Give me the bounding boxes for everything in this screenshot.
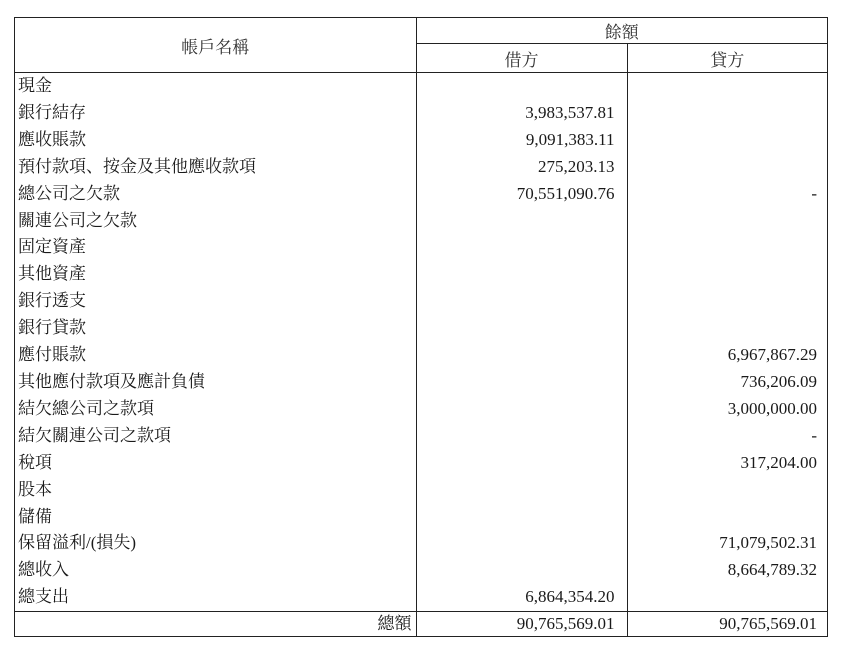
debit-value — [416, 530, 627, 557]
account-row — [15, 73, 827, 100]
total-debit: 90,765,569.01 — [416, 612, 627, 637]
account-name: 其他應付款項及應計負債 — [15, 369, 416, 396]
debit-value — [416, 396, 627, 423]
account-name: 總收入 — [15, 557, 416, 584]
account-row — [15, 557, 827, 584]
account-row — [15, 208, 827, 235]
credit-value: - — [811, 425, 817, 445]
credit-value — [627, 504, 827, 531]
account-name: 儲備 — [15, 504, 416, 531]
account-name: 固定資產 — [15, 234, 416, 261]
account-name: 關連公司之欠款 — [15, 208, 416, 235]
account-row — [15, 396, 827, 423]
account-name: 預付款項、按金及其他應收款項 — [15, 154, 416, 181]
account-row — [15, 584, 827, 611]
account-row — [15, 288, 827, 315]
credit-value — [627, 73, 827, 100]
credit-value: 6,967,867.29 — [727, 345, 817, 365]
account-name: 總支出 — [15, 584, 416, 611]
debit-value — [416, 557, 627, 584]
debit-value: 275,203.13 — [416, 154, 627, 181]
account-name: 保留溢利/(損失) — [15, 530, 416, 557]
total-label: 總額 — [15, 612, 416, 637]
account-name: 銀行貸款 — [15, 315, 416, 342]
credit-value — [627, 154, 827, 181]
credit-value: 736,206.09 — [740, 371, 817, 391]
account-row — [15, 234, 827, 261]
debit-value — [416, 234, 627, 261]
account-row — [15, 127, 827, 154]
debit-value: 3,983,537.81 — [416, 100, 627, 127]
debit-value — [416, 208, 627, 235]
credit-value — [627, 477, 827, 504]
debit-value: 9,091,383.11 — [416, 127, 627, 154]
trial-balance-sheet — [14, 17, 828, 637]
account-row — [15, 450, 827, 477]
debit-value — [416, 261, 627, 288]
debit-value — [416, 73, 627, 100]
account-row — [15, 100, 827, 127]
account-name: 股本 — [15, 477, 416, 504]
credit-value — [627, 315, 827, 342]
account-name: 現金 — [15, 73, 416, 100]
credit-value: 3,000,000.00 — [727, 398, 817, 418]
total-credit: 90,765,569.01 — [627, 612, 827, 637]
credit-value: - — [811, 183, 817, 203]
account-row — [15, 423, 827, 450]
credit-value: 8,664,789.32 — [727, 560, 817, 580]
account-name: 總公司之欠款 — [15, 181, 416, 208]
debit-value — [416, 450, 627, 477]
debit-value — [416, 288, 627, 315]
credit-value — [627, 261, 827, 288]
credit-value: 71,079,502.31 — [719, 533, 817, 553]
debit-value — [416, 504, 627, 531]
account-name: 銀行透支 — [15, 288, 416, 315]
account-name: 應付賬款 — [15, 342, 416, 369]
credit-value — [627, 100, 827, 127]
credit-value — [627, 234, 827, 261]
debit-value — [416, 342, 627, 369]
account-row — [15, 181, 827, 208]
account-name: 結欠關連公司之款項 — [15, 423, 416, 450]
account-rows — [15, 73, 827, 612]
credit-value — [627, 208, 827, 235]
header-credit: 貸方 — [627, 44, 827, 73]
account-name: 結欠總公司之款項 — [15, 396, 416, 423]
total-row — [15, 612, 827, 637]
credit-value — [627, 584, 827, 611]
debit-value: 70,551,090.76 — [416, 181, 627, 208]
header-debit: 借方 — [416, 44, 627, 73]
account-row — [15, 154, 827, 181]
account-name: 應收賬款 — [15, 127, 416, 154]
account-name: 其他資產 — [15, 261, 416, 288]
account-row — [15, 315, 827, 342]
debit-value — [416, 315, 627, 342]
account-row — [15, 342, 827, 369]
trial-balance-table — [15, 18, 827, 636]
account-row — [15, 261, 827, 288]
account-row — [15, 369, 827, 396]
header-account-name: 帳戶名稱 — [15, 18, 416, 73]
account-row — [15, 504, 827, 531]
debit-value — [416, 477, 627, 504]
header-balance: 餘額 — [416, 18, 827, 44]
account-row — [15, 477, 827, 504]
credit-value — [627, 288, 827, 315]
credit-value — [627, 127, 827, 154]
account-name: 稅項 — [15, 450, 416, 477]
debit-value — [416, 369, 627, 396]
debit-value — [416, 423, 627, 450]
account-row — [15, 530, 827, 557]
credit-value: 317,204.00 — [740, 452, 817, 472]
debit-value: 6,864,354.20 — [416, 584, 627, 611]
account-name: 銀行結存 — [15, 100, 416, 127]
